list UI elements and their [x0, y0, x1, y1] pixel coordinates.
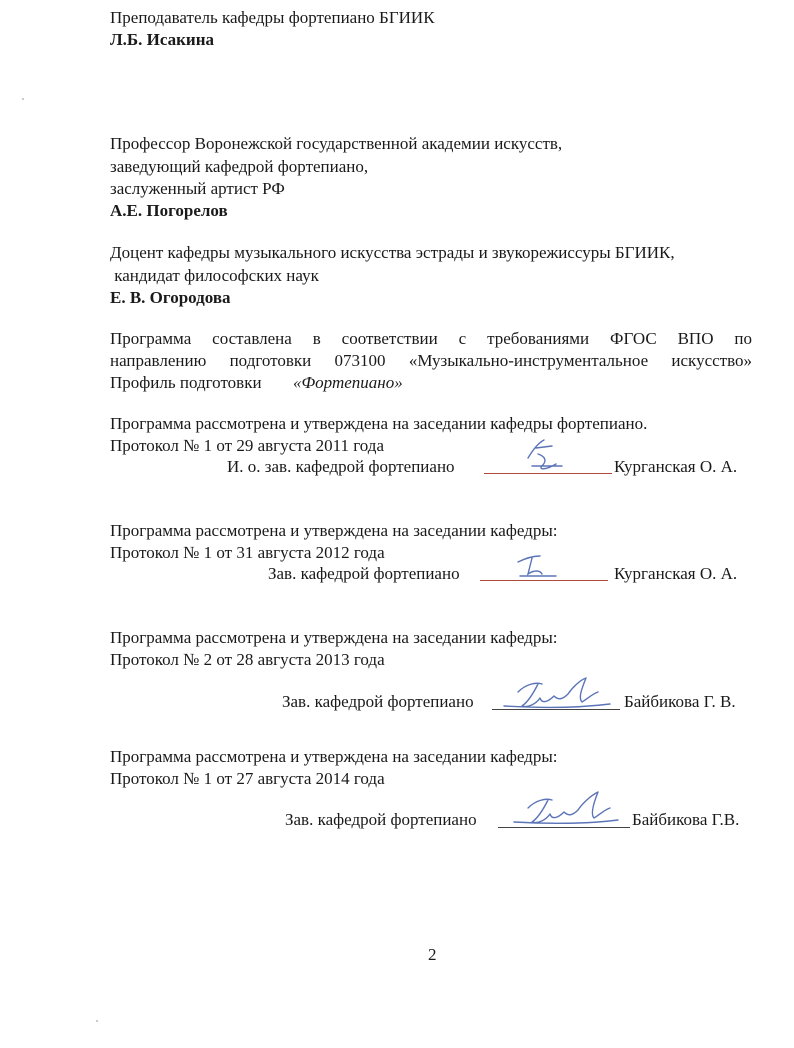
reviewer-2-position-line-1: Профессор Воронежской государственной академии искусств, — [110, 134, 563, 153]
approval-2-signer: Курганская О. А. — [614, 564, 738, 583]
approval-3-signature — [498, 670, 616, 718]
approval-3-role: Зав. кафедрой фортепиано — [282, 692, 474, 711]
reviewer-1-position: Преподаватель кафедры фортепиано БГИИК — [110, 8, 435, 27]
compliance-line-1: Программа составлена в соответствии с требованиями ФГОС ВПО по — [110, 329, 752, 348]
approval-2-signature — [510, 548, 564, 584]
approval-3-protocol: Протокол № 2 от 28 августа 2013 года — [110, 650, 385, 669]
approval-4-heading: Программа рассмотрена и утверждена на заседании кафедры: — [110, 747, 558, 766]
reviewer-3-position-line-1: Доцент кафедры музыкального искусства эстрады и звукорежиссуры БГИИК, — [110, 243, 675, 262]
reviewer-3-position-line-2: кандидат философских наук — [110, 266, 319, 285]
page-number: 2 — [428, 945, 437, 964]
approval-1-protocol: Протокол № 1 от 29 августа 2011 года — [110, 436, 384, 455]
approval-2-protocol: Протокол № 1 от 31 августа 2012 года — [110, 543, 385, 562]
approval-2-role: Зав. кафедрой фортепиано — [268, 564, 460, 583]
approval-1-heading: Программа рассмотрена и утверждена на заседании кафедры фортепиано. — [110, 414, 648, 433]
approval-4-protocol: Протокол № 1 от 27 августа 2014 года — [110, 769, 385, 788]
profile-label: Профиль подготовки — [110, 373, 262, 392]
approval-1-signer: Курганская О. А. — [614, 457, 738, 476]
reviewer-2-position-line-3: заслуженный артист РФ — [110, 179, 285, 198]
reviewer-3-name: Е. В. Огородова — [110, 288, 231, 307]
approval-3-signer: Байбикова Г. В. — [624, 692, 736, 711]
reviewer-2-name: А.Е. Погорелов — [110, 201, 228, 220]
approval-1-signature — [518, 436, 572, 476]
reviewer-1-name: Л.Б. Исакина — [110, 30, 215, 49]
approval-4-role: Зав. кафедрой фортепиано — [285, 810, 477, 829]
approval-1-role: И. о. зав. кафедрой фортепиано — [227, 457, 455, 476]
scan-speck — [22, 98, 24, 100]
approval-4-signer: Байбикова Г.В. — [632, 810, 740, 829]
profile-value: «Фортепиано» — [293, 373, 403, 392]
approval-2-heading: Программа рассмотрена и утверждена на заседании кафедры: — [110, 521, 558, 540]
approval-4-signature — [508, 784, 624, 834]
scan-speck — [96, 1020, 98, 1022]
compliance-line-2: направлению подготовки 073100 «Музыкально-инструментальное искусство» — [110, 351, 752, 370]
compliance-paragraph — [110, 328, 752, 372]
reviewer-2-position-line-2: заведующий кафедрой фортепиано, — [110, 157, 369, 176]
approval-3-heading: Программа рассмотрена и утверждена на заседании кафедры: — [110, 628, 558, 647]
